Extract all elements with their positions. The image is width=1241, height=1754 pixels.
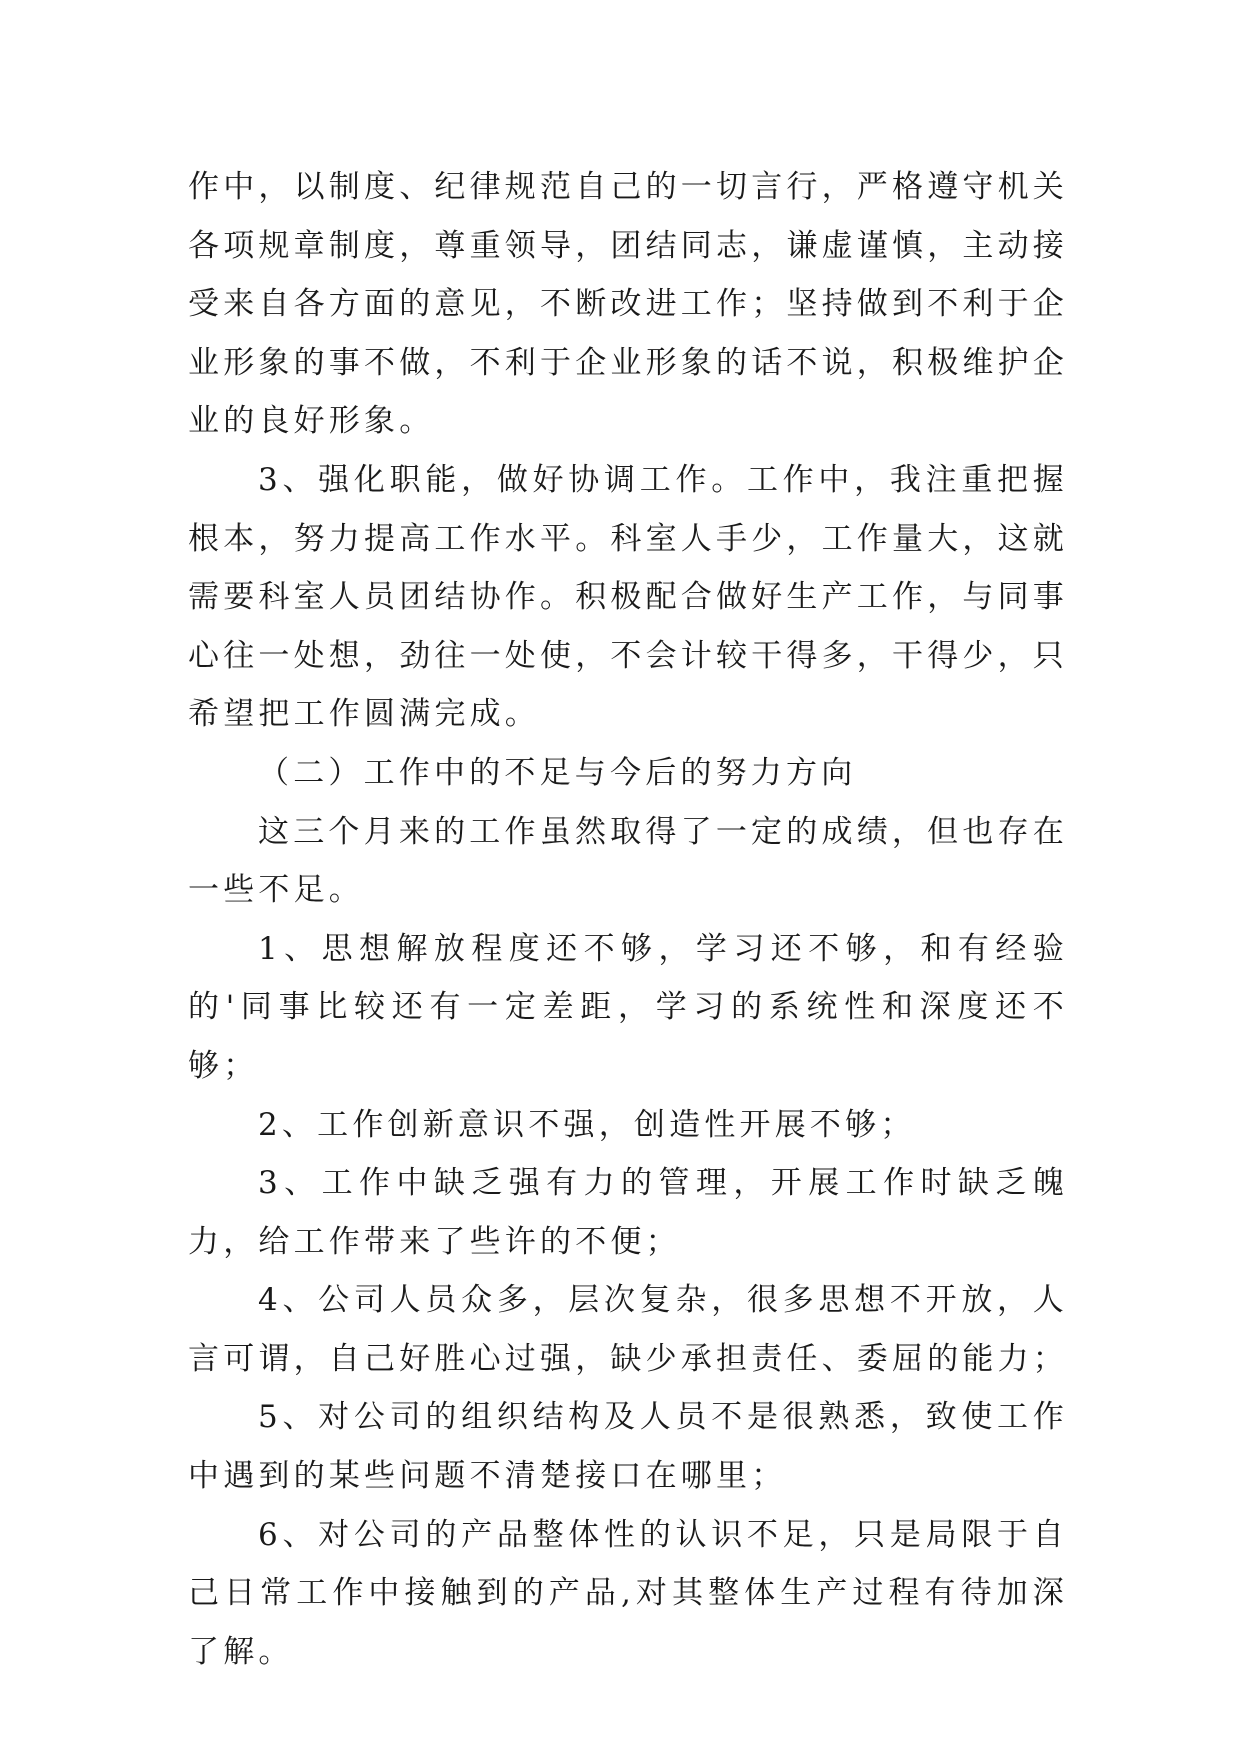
- paragraph-intro-shortcomings: 这三个月来的工作虽然取得了一定的成绩，但也存在一些不足。: [188, 813, 1068, 909]
- list-item-6: 6、对公司的产品整体性的认识不足，只是局限于自己日常工作中接触到的产品,对其整体生产过程有待加深了解。: [188, 1516, 1068, 1670]
- list-item-5: 5、对公司的组织结构及人员不是很熟悉，致使工作中遇到的某些问题不清楚接口在哪里；: [188, 1399, 1068, 1495]
- list-item-4: 4、公司人员众多，层次复杂，很多思想不开放，人言可谓，自己好胜心过强，缺少承担责任、委屈的能力；: [188, 1282, 1068, 1377]
- paragraph-item-3-coordination: 3、强化职能，做好协调工作。工作中，我注重把握根本，努力提高工作水平。科室人手少，工作量大，这就需要科室人员团结协作。积极配合做好生产工作，与同事心往一处想，劲往一处使，不会计较干得多，干得少，只希望把工作圆满完成。: [188, 461, 1068, 733]
- section-heading: （二）工作中的不足与今后的努力方向: [258, 754, 857, 791]
- list-item-3: 3、工作中缺乏强有力的管理，开展工作时缺乏魄力，给工作带来了些许的不便；: [188, 1165, 1068, 1260]
- paragraph-continuation: 作中，以制度、纪律规范自己的一切言行，严格遵守机关各项规章制度，尊重领导，团结同志，谦虚谨慎，主动接受来自各方面的意见，不断改进工作；坚持做到不利于企业形象的事不做，不利于企业形象的话不说，积极维护企业的良好形象。: [188, 169, 1068, 440]
- document-body: [188, 158, 1068, 1681]
- list-item-1: 1、思想解放程度还不够，学习还不够，和有经验的'同事比较还有一定差距，学习的系统性和深度还不够；: [188, 930, 1068, 1084]
- list-item-2: 2、工作创新意识不强，创造性开展不够；: [258, 1106, 916, 1143]
